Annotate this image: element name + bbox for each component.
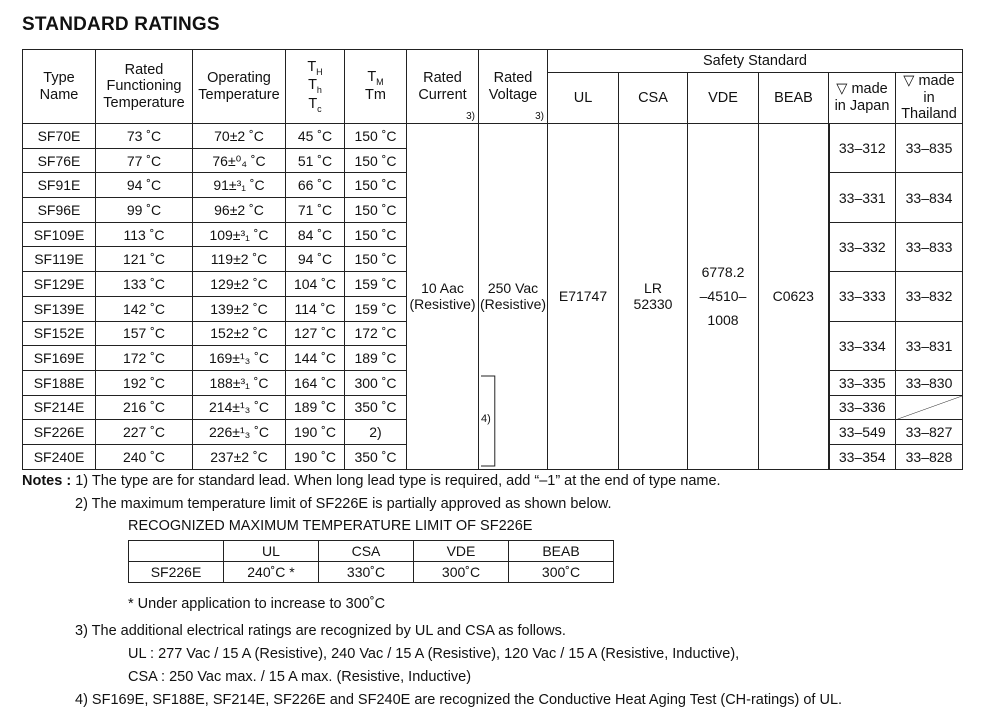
cell-type-name: SF96E (23, 198, 96, 223)
cell-made-in-thailand: 33–834 (896, 173, 963, 222)
sub-cell-beab: 300˚C (509, 562, 614, 583)
footnote-marker: 3) (466, 110, 475, 122)
cell-made-in-thailand: 33–835 (896, 124, 963, 173)
cell-rated-temp: 121 ˚C (96, 247, 193, 272)
cell-beab: C0623 (759, 124, 829, 470)
sub-cell-ul: 240˚C * (224, 562, 319, 583)
note-4-bracket (481, 375, 547, 467)
cell-operating-temp: 214±¹₃ ˚C (193, 395, 286, 420)
header-made-in-thailand: ▽ made in Thailand (896, 73, 963, 124)
cell-tm: 150 ˚C (345, 222, 407, 247)
asterisk-note: * Under application to increase to 300˚C (128, 596, 386, 612)
header-rated-functioning-temperature: Rated Functioning Temperature (96, 50, 193, 124)
cell-rated-temp: 172 ˚C (96, 346, 193, 371)
cell-made-in-thailand: 33–830 (896, 370, 963, 395)
cell-type-name: SF109E (23, 222, 96, 247)
cell-th: 144 ˚C (286, 346, 345, 371)
cell-vde: 6778.2 –4510– 1008 (688, 124, 759, 470)
cell-made-in-japan: 33–331 (829, 173, 896, 222)
cell-rated-temp: 113 ˚C (96, 222, 193, 247)
header-beab: BEAB (759, 73, 829, 124)
cell-tm: 150 ˚C (345, 173, 407, 198)
cell-rated-temp: 240 ˚C (96, 444, 193, 469)
cell-type-name: SF70E (23, 124, 96, 149)
cell-type-name: SF226E (23, 420, 96, 445)
cell-operating-temp: 70±2 ˚C (193, 124, 286, 149)
cell-tm: 172 ˚C (345, 321, 407, 346)
cell-tm: 350 ˚C (345, 444, 407, 469)
cell-rated-temp: 133 ˚C (96, 272, 193, 297)
cell-made-in-thailand: 33–833 (896, 222, 963, 271)
cell-operating-temp: 119±2 ˚C (193, 247, 286, 272)
cell-rated-temp: 94 ˚C (96, 173, 193, 198)
cell-th: 94 ˚C (286, 247, 345, 272)
footnote-marker: 3) (535, 110, 544, 122)
cell-rated-current: 10 Aac (Resistive) (407, 124, 479, 470)
sub-cell-type: SF226E (129, 562, 224, 583)
cell-th: 71 ˚C (286, 198, 345, 223)
cell-th: 51 ˚C (286, 148, 345, 173)
cell-type-name: SF139E (23, 296, 96, 321)
header-rated-voltage: Rated Voltage 3) (479, 50, 548, 124)
cell-rated-temp: 157 ˚C (96, 321, 193, 346)
cell-th: 190 ˚C (286, 420, 345, 445)
cell-made-in-japan: 33–335 (829, 370, 896, 395)
cell-made-in-japan: 33–336 (829, 395, 896, 420)
cell-rated-temp: 142 ˚C (96, 296, 193, 321)
cell-tm: 150 ˚C (345, 148, 407, 173)
cell-th: 66 ˚C (286, 173, 345, 198)
cell-th: 164 ˚C (286, 370, 345, 395)
sub-header-csa: CSA (319, 541, 414, 562)
sub-header-vde: VDE (414, 541, 509, 562)
note-3: 3) The additional electrical ratings are recognized by UL and CSA as follows. (75, 623, 566, 639)
cell-made-in-japan: 33–354 (829, 444, 896, 469)
cell-tm: 159 ˚C (345, 272, 407, 297)
cell-rated-temp: 99 ˚C (96, 198, 193, 223)
cell-tm: 2) (345, 420, 407, 445)
header-safety-standard: Safety Standard (548, 50, 963, 73)
notes-label: Notes : (22, 473, 72, 489)
cell-rated-temp: 73 ˚C (96, 124, 193, 149)
header-th-tc: $T_H$ $T_h$ $T_c$ (286, 50, 345, 124)
cell-type-name: SF152E (23, 321, 96, 346)
cell-type-name: SF214E (23, 395, 96, 420)
cell-operating-temp: 76±⁰₄ ˚C (193, 148, 286, 173)
cell-th: 84 ˚C (286, 222, 345, 247)
cell-made-in-thailand: 33–827 (896, 420, 963, 445)
cell-operating-temp: 152±2 ˚C (193, 321, 286, 346)
header-vde: VDE (688, 73, 759, 124)
cell-operating-temp: 91±³₁ ˚C (193, 173, 286, 198)
table-row (23, 124, 963, 149)
header-tm: $T_M$ Tm (345, 50, 407, 124)
cell-tm: 350 ˚C (345, 395, 407, 420)
cell-th: 104 ˚C (286, 272, 345, 297)
standard-ratings-table (22, 49, 963, 470)
cell-operating-temp: 139±2 ˚C (193, 296, 286, 321)
cell-made-in-japan: 33–334 (829, 321, 896, 370)
cell-made-in-japan: 33–312 (829, 124, 896, 173)
sub-header-blank (129, 541, 224, 562)
page-title: STANDARD RATINGS (22, 14, 220, 35)
cell-type-name: SF119E (23, 247, 96, 272)
cell-operating-temp: 188±³₁ ˚C (193, 370, 286, 395)
cell-type-name: SF76E (23, 148, 96, 173)
cell-made-in-thailand: 33–828 (896, 444, 963, 469)
note-4: 4) SF169E, SF188E, SF214E, SF226E and SF240E are recognized the Conductive Heat Aging Test (CH-ratings) of UL. (75, 692, 843, 708)
cell-tm: 150 ˚C (345, 247, 407, 272)
header-type-name: Type Name (23, 50, 96, 124)
diagonal-strike (896, 396, 962, 420)
cell-th: 127 ˚C (286, 321, 345, 346)
cell-type-name: SF129E (23, 272, 96, 297)
cell-type-name: SF240E (23, 444, 96, 469)
note-1: 1) The type are for standard lead. When long lead type is required, add “–1” at the end of type name. (75, 473, 721, 489)
cell-csa: LR 52330 (619, 124, 688, 470)
cell-operating-temp: 129±2 ˚C (193, 272, 286, 297)
cell-made-in-japan: 33–333 (829, 272, 896, 321)
cell-th: 45 ˚C (286, 124, 345, 149)
cell-rated-temp: 216 ˚C (96, 395, 193, 420)
cell-operating-temp: 169±¹₃ ˚C (193, 346, 286, 371)
header-csa: CSA (619, 73, 688, 124)
cell-tm: 150 ˚C (345, 198, 407, 223)
cell-type-name: SF169E (23, 346, 96, 371)
cell-made-in-thailand: 33–831 (896, 321, 963, 370)
cell-made-in-thailand: 33–832 (896, 272, 963, 321)
cell-rated-temp: 192 ˚C (96, 370, 193, 395)
cell-operating-temp: 237±2 ˚C (193, 444, 286, 469)
cell-made-in-thailand (896, 395, 963, 420)
sub-header-ul: UL (224, 541, 319, 562)
cell-operating-temp: 96±2 ˚C (193, 198, 286, 223)
cell-rated-voltage: 250 Vac (Resistive) 4) (479, 124, 548, 470)
header-rated-current: Rated Current 3) (407, 50, 479, 124)
recognized-limit-title: RECOGNIZED MAXIMUM TEMPERATURE LIMIT OF SF226E (128, 518, 533, 534)
cell-th: 189 ˚C (286, 395, 345, 420)
header-operating-temperature: Operating Temperature (193, 50, 286, 124)
note-3-csa: CSA : 250 Vac max. / 15 A max. (Resistive, Inductive) (128, 669, 472, 685)
cell-rated-temp: 77 ˚C (96, 148, 193, 173)
cell-th: 114 ˚C (286, 296, 345, 321)
cell-type-name: SF188E (23, 370, 96, 395)
cell-th: 190 ˚C (286, 444, 345, 469)
cell-type-name: SF91E (23, 173, 96, 198)
note-4-marker: 4) (481, 412, 491, 425)
header-ul: UL (548, 73, 619, 124)
cell-rated-temp: 227 ˚C (96, 420, 193, 445)
note-2: 2) The maximum temperature limit of SF226E is partially approved as shown below. (75, 496, 612, 512)
header-made-in-japan: ▽ made in Japan (829, 73, 896, 124)
cell-ul: E71747 (548, 124, 619, 470)
cell-tm: 159 ˚C (345, 296, 407, 321)
cell-tm: 189 ˚C (345, 346, 407, 371)
cell-tm: 150 ˚C (345, 124, 407, 149)
cell-operating-temp: 226±¹₃ ˚C (193, 420, 286, 445)
recognized-limit-table (128, 540, 614, 583)
cell-tm: 300 ˚C (345, 370, 407, 395)
sub-cell-csa: 330˚C (319, 562, 414, 583)
cell-made-in-japan: 33–549 (829, 420, 896, 445)
sub-header-beab: BEAB (509, 541, 614, 562)
cell-operating-temp: 109±³₁ ˚C (193, 222, 286, 247)
cell-made-in-japan: 33–332 (829, 222, 896, 271)
sub-cell-vde: 300˚C (414, 562, 509, 583)
note-3-ul: UL : 277 Vac / 15 A (Resistive), 240 Vac / 15 A (Resistive), 120 Vac / 15 A (Resistive, Inductive), (128, 646, 740, 662)
